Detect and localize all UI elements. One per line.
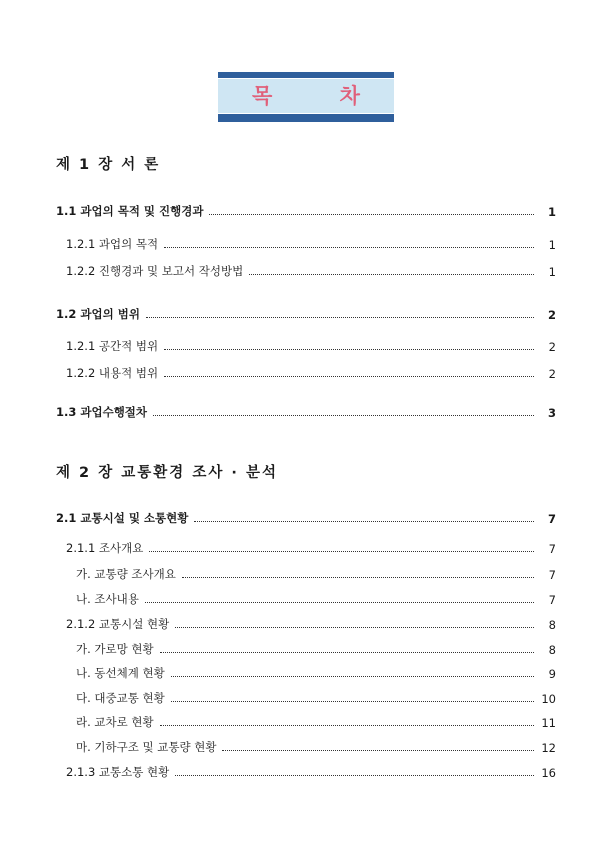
toc-leader-dots	[194, 521, 534, 522]
toc-entry-label: 1.2.2 내용적 범위	[66, 366, 159, 380]
toc-leader-dots	[160, 652, 534, 653]
toc-entry-page: 1	[548, 238, 556, 252]
toc-leader-dots	[153, 415, 534, 416]
toc-leader-dots	[171, 676, 534, 677]
toc-entry-label: 1.2 과업의 범위	[56, 307, 140, 321]
toc-entry[interactable]	[66, 338, 556, 354]
toc-entry[interactable]	[66, 365, 556, 381]
toc-leader-dots	[209, 214, 534, 215]
toc-entry-page: 1	[548, 265, 556, 279]
toc-entry-page: 16	[541, 766, 556, 780]
chapter-1-heading: 제 1 장 서 론	[56, 157, 161, 173]
toc-entry-label: 나. 조사내용	[76, 592, 139, 606]
chapter-2-heading: 제 2 장 교통환경 조사 · 분석	[56, 465, 278, 481]
toc-leader-dots	[249, 274, 534, 275]
toc-entry-page: 2	[548, 367, 556, 381]
title-top-bar	[218, 72, 394, 78]
toc-leader-dots	[222, 750, 534, 751]
toc-leader-dots	[160, 725, 534, 726]
toc-entry-page: 11	[541, 716, 556, 730]
toc-entry[interactable]	[66, 236, 556, 252]
toc-entry[interactable]	[76, 714, 556, 730]
toc-entry-page: 7	[548, 593, 556, 607]
toc-entry-page: 3	[547, 406, 556, 420]
toc-entry[interactable]	[56, 404, 556, 420]
toc-entry-label: 2.1.2 교통시설 현황	[66, 617, 170, 631]
toc-entry[interactable]	[56, 510, 556, 526]
toc-entry-page: 1	[547, 205, 556, 219]
toc-leader-dots	[164, 247, 534, 248]
toc-leader-dots	[175, 775, 534, 776]
toc-entry-label: 2.1.3 교통소통 현황	[66, 765, 170, 779]
toc-entry-page: 2	[548, 340, 556, 354]
toc-entry-label: 1.2.1 공간적 범위	[66, 339, 159, 353]
toc-entry[interactable]	[66, 263, 556, 279]
toc-entry-label: 나. 동선체계 현황	[76, 666, 165, 680]
toc-leader-dots	[145, 602, 534, 603]
toc-entry[interactable]	[76, 690, 556, 706]
toc-entry-page: 8	[548, 643, 556, 657]
toc-entry-label: 다. 대중교통 현황	[76, 691, 165, 705]
toc-entry-page: 7	[548, 568, 556, 582]
toc-leader-dots	[164, 376, 534, 377]
toc-entry[interactable]	[66, 616, 556, 632]
toc-entry-label: 마. 기하구조 및 교통량 현황	[76, 740, 217, 754]
page-title: 목 차	[252, 84, 390, 108]
toc-entry-label: 가. 교통량 조사개요	[76, 567, 176, 581]
toc-leader-dots	[164, 349, 534, 350]
toc-entry-label: 라. 교차로 현황	[76, 715, 154, 729]
toc-title-box	[218, 72, 394, 122]
toc-entry[interactable]	[76, 739, 556, 755]
toc-entry-label: 1.2.1 과업의 목적	[66, 237, 159, 251]
toc-entry-page: 12	[541, 741, 556, 755]
toc-entry-label: 1.1 과업의 목적 및 진행경과	[56, 204, 204, 218]
toc-entry-page: 8	[548, 618, 556, 632]
toc-entry[interactable]	[76, 665, 556, 681]
toc-entry-label: 1.3 과업수행절차	[56, 405, 148, 419]
toc-entry[interactable]	[66, 764, 556, 780]
toc-entry[interactable]	[76, 641, 556, 657]
toc-entry[interactable]	[66, 540, 556, 556]
toc-entry-label: 1.2.2 진행경과 및 보고서 작성방법	[66, 264, 244, 278]
toc-entry-page: 9	[548, 667, 556, 681]
toc-entry-page: 7	[548, 542, 556, 556]
toc-entry-label: 2.1.1 조사개요	[66, 541, 144, 555]
toc-leader-dots	[175, 627, 534, 628]
toc-leader-dots	[171, 701, 534, 702]
toc-entry[interactable]	[56, 306, 556, 322]
toc-entry[interactable]	[76, 566, 556, 582]
toc-entry[interactable]	[56, 203, 556, 219]
toc-entry-page: 7	[547, 512, 556, 526]
toc-entry-label: 2.1 교통시설 및 소통현황	[56, 511, 189, 525]
toc-leader-dots	[149, 551, 534, 552]
toc-entry-page: 2	[547, 308, 556, 322]
toc-entry[interactable]	[76, 591, 556, 607]
toc-entry-label: 가. 가로망 현황	[76, 642, 154, 656]
toc-entry-page: 10	[541, 692, 556, 706]
toc-leader-dots	[182, 577, 534, 578]
title-bottom-bar	[218, 114, 394, 122]
toc-leader-dots	[146, 317, 534, 318]
